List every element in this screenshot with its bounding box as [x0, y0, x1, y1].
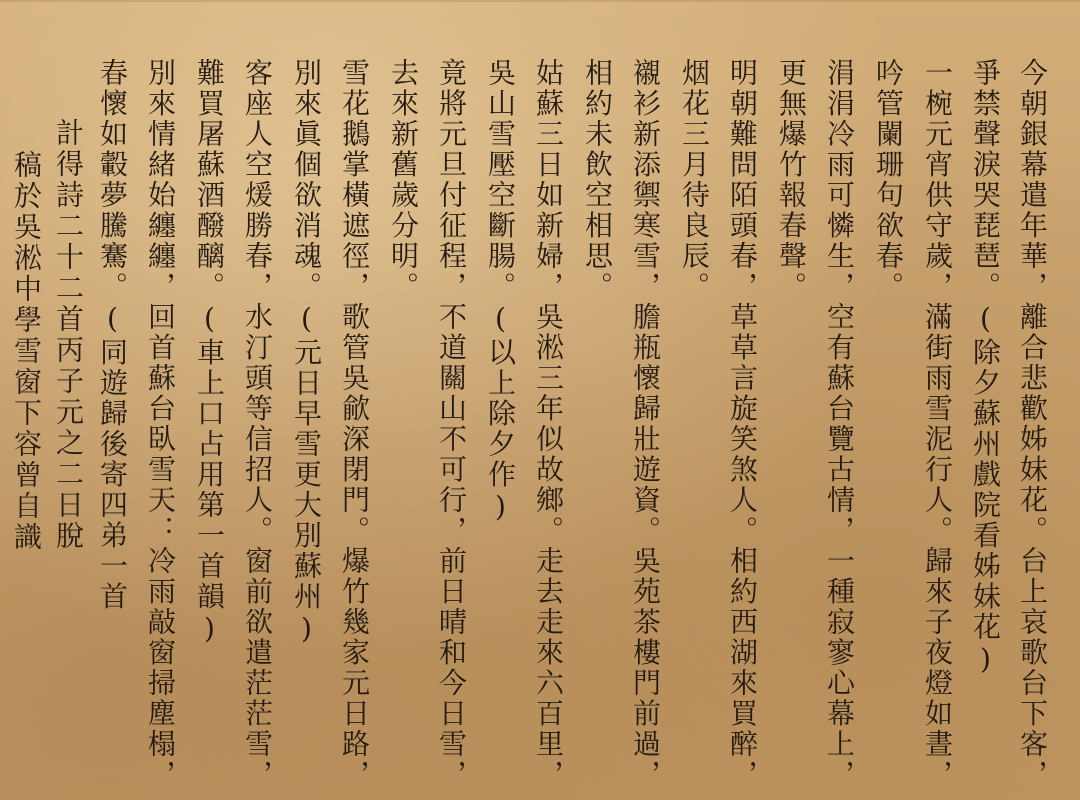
poem-line-12: 吳山雪壓空斷腸。(以上除夕作)	[484, 58, 517, 526]
poem-line-20: 春懷如轂夢騰騫。(同遊歸後寄四弟一首	[96, 58, 129, 612]
poem-line-3: 一椀元宵供守歲，滿街雨雪泥行人。歸來子夜燈如晝，	[921, 58, 954, 790]
poem-line-5: 涓涓冷雨可憐生，空有蘇台覽古情，一種寂寥心幕上，	[823, 58, 856, 790]
poem-line-14: 去來新舊歲分明。	[387, 58, 420, 302]
poem-line-10: 相約未飲空相思。	[581, 58, 614, 302]
poem-line-15: 雪花鵝掌橫遮徑，歌管吳歈深閉門。爆竹幾家元日路，	[338, 58, 371, 790]
poem-line-11: 姑蘇三日如新婦，吳淞三年似故鄉。走去走來六百里，	[532, 58, 565, 790]
poem-line-18: 難買屠蘇酒醱醨。(車上口占用第一首韻)	[193, 58, 226, 648]
poem-line-8: 烟花三月待良辰。	[678, 58, 711, 302]
signature-line-2: 稿於吳淞中學雪窗下容曾自識	[10, 150, 43, 553]
poem-line-4: 吟管闌珊句欲春。	[872, 58, 905, 302]
signature-line-1: 計得詩二十二首丙子元之二日脫	[52, 118, 85, 552]
poem-line-16: 別來眞個欲消魂。(元日早雪更大別蘇州)	[290, 58, 323, 648]
page-edge	[0, 0, 1080, 2]
poem-line-7: 明朝難問陌頭春，草草言旋笑煞人。相約西湖來買醉，	[726, 58, 759, 790]
poem-line-2: 爭禁聲淚哭琵琶。(除夕蘇州戲院看姊妹花)	[969, 58, 1002, 678]
poem-line-9: 襯衫新添禦寒雪，膽瓶懷歸壯遊資。吳苑茶樓門前過，	[629, 58, 662, 790]
poem-line-13: 竟將元旦付征程，不道關山不可行，前日晴和今日雪，	[435, 58, 468, 790]
poem-line-1: 今朝銀幕遣年華，離合悲歡姊妹花。台上哀歌台下客，	[1016, 58, 1049, 790]
poem-line-6: 更無爆竹報春聲。	[775, 58, 808, 302]
poem-line-19: 別來情緒始纏纏，回首蘇台臥雪天：冷雨敲窗掃塵榻，	[144, 58, 177, 790]
poem-line-17: 客座人空煖勝春，水汀頭等信招人。窗前欲遣茫茫雪，	[241, 58, 274, 790]
